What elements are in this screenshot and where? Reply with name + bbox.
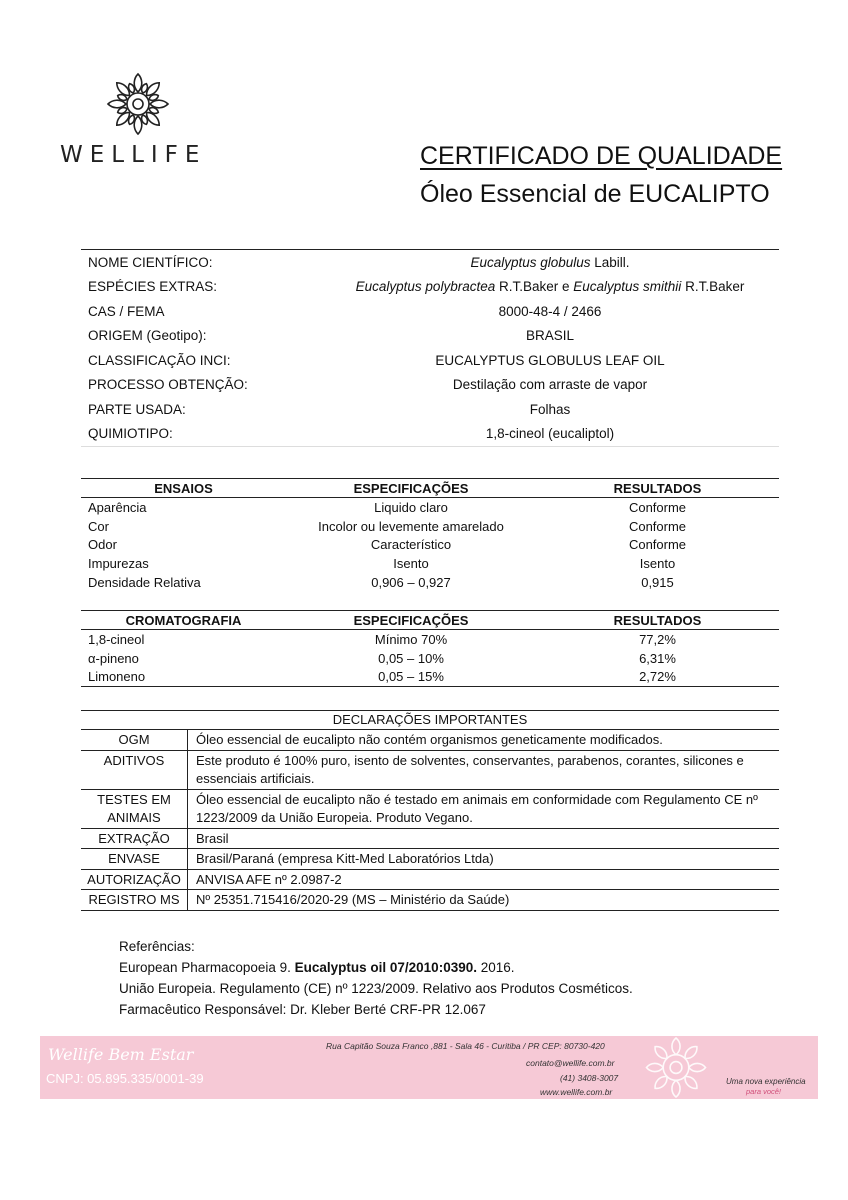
declaration-row-ogm: [81, 730, 779, 751]
column-header: RESULTADOS: [536, 479, 779, 498]
declaration-key-line: ANIMAIS: [107, 810, 161, 825]
spec-value: 8000-48-4 / 2466: [498, 303, 602, 319]
table-cell: 0,05 – 10%: [378, 650, 444, 666]
species-author: R.T.Baker: [681, 279, 745, 295]
table-cell: Característico: [370, 537, 452, 553]
table-cell: 0,906 – 0,927: [371, 575, 451, 591]
table-cell: Conforme: [628, 499, 687, 515]
table-cell: Isento: [393, 556, 429, 572]
table-row: [81, 536, 779, 555]
table-row: [81, 554, 779, 573]
reference-bold: Eucalyptus oil 07/2010:0390.: [294, 960, 477, 975]
declaration-key: REGISTRO MS: [88, 892, 180, 907]
table-cell: 0,915: [641, 575, 674, 591]
column-header: ESPECIFICAÇÕES: [286, 479, 536, 498]
species-author: R.T.Baker e: [495, 279, 574, 295]
footer-brand: Wellife Bem Estar: [48, 1045, 194, 1064]
declaration-value: ANVISA AFE nº 2.0987-2: [187, 870, 779, 890]
spec-row-processo: [81, 373, 779, 398]
table-row: [81, 498, 779, 517]
spec-label: PARTE USADA:: [88, 401, 186, 417]
spec-label: CAS / FEMA: [88, 303, 165, 319]
table-cell: Liquido claro: [374, 499, 448, 515]
reference-line: União Europeia. Regulamento (CE) nº 1223/2009. Relativo aos Produtos Cosméticos.: [119, 981, 633, 996]
certificate-subtitle: Óleo Essencial de EUCALIPTO: [420, 180, 770, 208]
table-row: [81, 668, 779, 687]
spec-row-nome: [81, 250, 779, 275]
spec-label: ORIGEM (Geotipo):: [88, 328, 207, 344]
column-header: ESPECIFICAÇÕES: [286, 611, 536, 630]
mandala-logo-icon: [106, 72, 170, 136]
footer-cnpj: CNPJ: 05.895.335/0001-39: [46, 1071, 204, 1086]
table-cell: 77,2%: [639, 631, 676, 647]
logo-wordmark: WELLIFE: [60, 142, 207, 168]
declaration-key-line: TESTES EM: [97, 791, 171, 807]
declaration-row-registro: [81, 890, 779, 911]
declaration-value: Este produto é 100% puro, isento de solventes, conservantes, parabenos, corantes, silicones e essenciais artificiais.: [187, 751, 779, 789]
declaration-key: EXTRAÇÃO: [98, 830, 170, 846]
table-cell: 1,8-cineol: [88, 631, 145, 647]
column-header: ENSAIOS: [81, 479, 286, 498]
spec-row-origem: [81, 324, 779, 349]
table-cell: Densidade Relativa: [88, 575, 201, 591]
table-row: [81, 630, 779, 649]
reference-line: [119, 957, 633, 978]
table-cell: 6,31%: [639, 650, 676, 666]
references-label: Referências:: [119, 939, 195, 954]
declaration-row-autorizacao: [81, 870, 779, 891]
footer-tagline-accent: para você!: [746, 1087, 782, 1096]
spec-row-especies: [81, 275, 779, 300]
ensaios-table: [81, 478, 779, 592]
table-cell: Conforme: [628, 518, 687, 534]
declarations-title: DECLARAÇÕES IMPORTANTES: [81, 710, 779, 730]
declaration-value: Brasil/Paraná (empresa Kitt-Med Laboratórios Ltda): [187, 849, 779, 869]
footer-tagline: Uma nova experiência: [726, 1077, 806, 1086]
declaration-row-testes: [81, 790, 779, 829]
reference-text: 2016.: [476, 960, 515, 975]
spec-row-parte: [81, 397, 779, 422]
declaration-key: OGM: [118, 732, 150, 747]
declaration-value: Brasil: [187, 829, 779, 849]
spec-label: ESPÉCIES EXTRAS:: [88, 279, 218, 295]
declaration-value: Nº 25351.715416/2020-29 (MS – Ministério da Saúde): [187, 890, 779, 910]
table-cell: Odor: [88, 537, 117, 553]
reference-text: European Pharmacopoeia 9.: [119, 960, 295, 975]
table-cell: 0,05 – 15%: [286, 668, 536, 687]
table-row: [81, 649, 779, 668]
declaration-row-envase: [81, 849, 779, 870]
spec-value: [281, 279, 779, 294]
spec-row-quimiotipo: [81, 422, 779, 447]
table-cell: Impurezas: [88, 556, 149, 572]
spec-row-inci: [81, 348, 779, 373]
certificate-title: CERTIFICADO DE QUALIDADE: [420, 142, 783, 170]
table-row: [81, 573, 779, 592]
declaration-row-aditivos: [81, 751, 779, 790]
table-header-row: [81, 611, 779, 630]
column-header: RESULTADOS: [536, 611, 779, 630]
table-cell: Mínimo 70%: [374, 631, 448, 647]
declaration-row-extracao: [81, 829, 779, 850]
declaration-value: Óleo essencial de eucalipto não contém organismos geneticamente modificados.: [187, 730, 779, 750]
spec-label: PROCESSO OBTENÇÃO:: [88, 377, 248, 393]
column-header: CROMATOGRAFIA: [81, 611, 286, 630]
table-cell: Incolor ou levemente amarelado: [318, 518, 504, 534]
table-cell: Isento: [639, 556, 676, 572]
table-cell: Aparência: [88, 499, 147, 515]
spec-value: BRASIL: [525, 328, 575, 344]
spec-value: EUCALYPTUS GLOBULUS LEAF OIL: [435, 352, 665, 368]
declaration-value: Óleo essencial de eucalipto não é testado em animais em conformidade com Regulamento CE nº 1223/2009 da União Europeia. Produto Vegano.: [187, 790, 779, 828]
spec-value: 1,8-cineol (eucaliptol): [485, 426, 615, 442]
table-cell: Limoneno: [81, 668, 286, 687]
references-block: [119, 936, 633, 1020]
pharmacist-line: Farmacêutico Responsável: Dr. Kleber Berté CRF-PR 12.067: [119, 1002, 486, 1017]
spec-label: NOME CIENTÍFICO:: [88, 254, 213, 270]
spec-value: [281, 255, 779, 270]
spec-value: Folhas: [529, 401, 571, 417]
spec-value: Destilação com arraste de vapor: [452, 377, 648, 393]
footer-mandala-icon: [640, 1036, 712, 1099]
species-name: Eucalyptus smithii: [573, 279, 682, 295]
declaration-key: ENVASE: [108, 851, 160, 866]
table-cell: Cor: [88, 518, 109, 534]
footer-email: contato@wellife.com.br: [526, 1058, 615, 1068]
species-author: Labill.: [590, 254, 630, 270]
table-cell: 2,72%: [536, 668, 779, 687]
declaration-key: ADITIVOS: [103, 752, 165, 768]
cromatografia-table: [81, 610, 779, 687]
footer-website: www.wellife.com.br: [540, 1087, 613, 1097]
species-name: Eucalyptus globulus: [470, 254, 591, 270]
spec-row-cas: [81, 299, 779, 324]
table-cell: Conforme: [628, 537, 687, 553]
table-cell: α-pineno: [88, 650, 139, 666]
table-header-row: [81, 479, 779, 498]
product-spec-block: [81, 249, 779, 447]
footer-address: Rua Capitão Souza Franco ,881 - Sala 46 - Curitiba / PR CEP: 80730-420: [326, 1041, 605, 1051]
spec-label: CLASSIFICAÇÃO INCI:: [88, 352, 231, 368]
declaration-key: [81, 790, 187, 828]
spec-label: QUIMIOTIPO:: [88, 426, 173, 442]
declaration-key: AUTORIZAÇÃO: [87, 871, 181, 887]
species-name: Eucalyptus polybractea: [355, 279, 496, 295]
footer-phone: (41) 3408-3007: [560, 1073, 619, 1083]
table-row: [81, 517, 779, 536]
declarations-table: [81, 710, 779, 911]
